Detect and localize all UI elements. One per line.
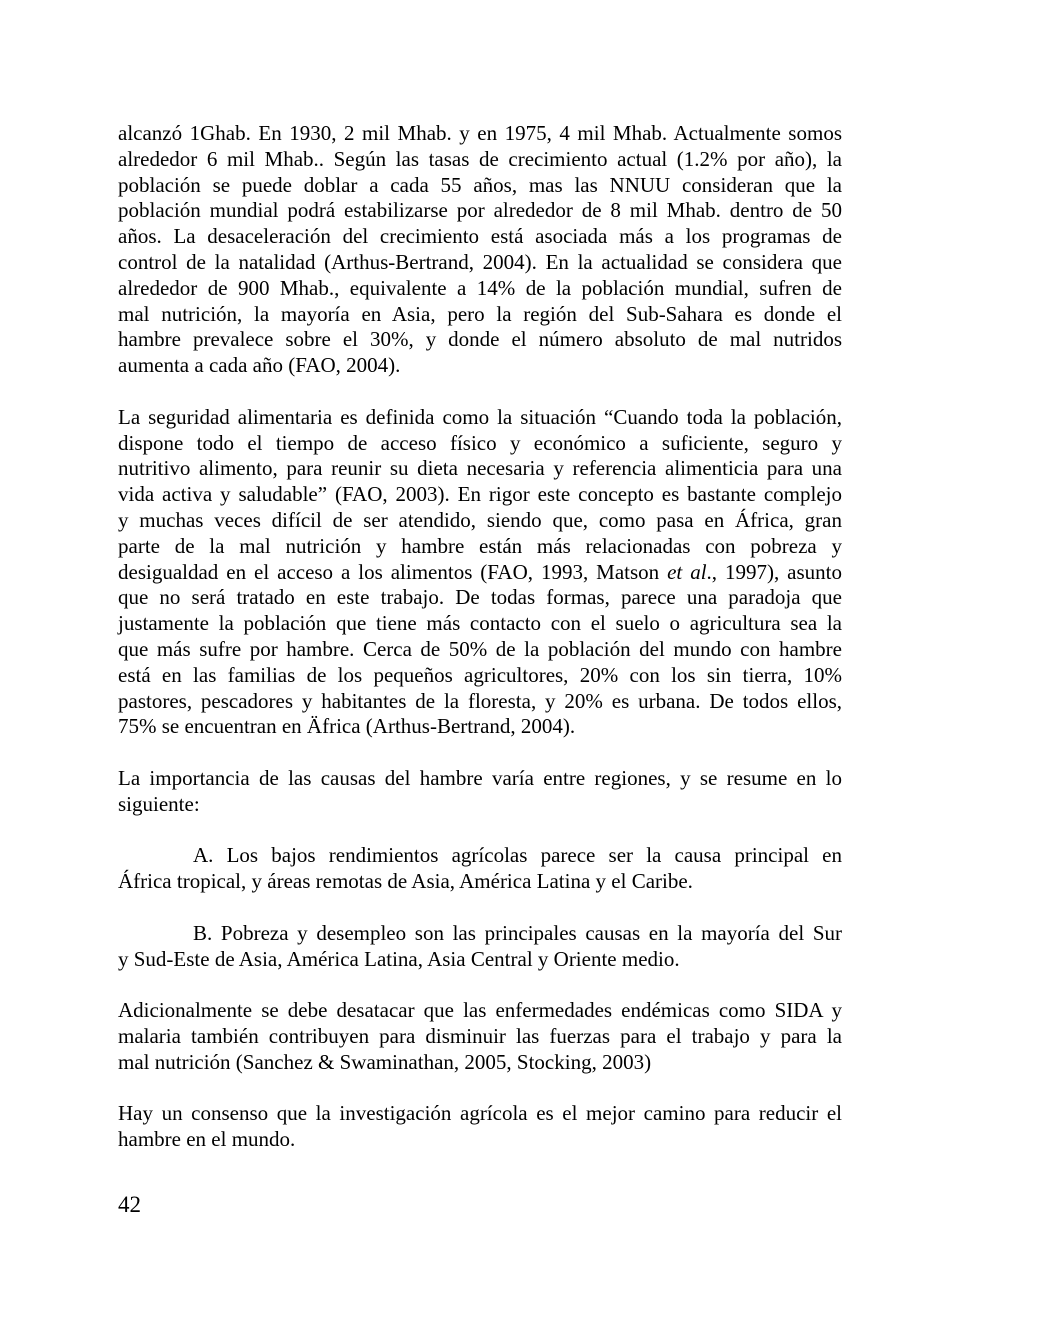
- text-line: siguiente:: [118, 791, 200, 816]
- text-line: que no será tratado en este trabajo. De todas formas, parece una paradoja que: [118, 585, 842, 610]
- text-line: B. Pobreza y desempleo son las principales causas en la mayoría del Sur: [193, 920, 842, 945]
- text-line: mal nutrición, la mayoría en Asia, pero la región del Sub-Sahara es donde el: [118, 301, 842, 326]
- paragraph: [118, 843, 842, 895]
- page-number: 42: [118, 1192, 141, 1217]
- text-line: hambre prevalece sobre el 30%, y donde el número absoluto de mal nutridos: [118, 327, 842, 352]
- text-line: parte de la mal nutrición y hambre están más relacionadas con pobreza y: [118, 533, 842, 558]
- text-line: alrededor 6 mil Mhab.. Según las tasas de crecimiento actual (1.2% por año), la: [118, 146, 842, 171]
- text-line: está en las familias de los pequeños agricultores, 20% con los sin tierra, 10%: [118, 662, 842, 687]
- text-line: población mundial podrá estabilizarse por alrededor de 8 mil Mhab. dentro de 50: [118, 198, 842, 223]
- text-line: desigualdad en el acceso a los alimentos (FAO, 1993, Matson et al., 1997), asunto: [118, 559, 842, 584]
- text-line: justamente la población que tiene más contacto con el suelo o agricultura sea la: [118, 611, 842, 636]
- text-line: 75% se encuentran en Äfrica (Arthus-Bertrand, 2004).: [118, 714, 576, 739]
- text-line: años. La desaceleración del crecimiento está asociada más a los programas de: [118, 224, 842, 249]
- text-line: vida activa y saludable” (FAO, 2003). En rigor este concepto es bastante complejo: [118, 482, 842, 507]
- text-line: La importancia de las causas del hambre varía entre regiones, y se resume en lo: [118, 765, 842, 790]
- text-line: hambre en el mundo.: [118, 1127, 296, 1152]
- text-line: Adicionalmente se debe desatacar que las enfermedades endémicas como SIDA y: [118, 998, 842, 1023]
- text-line: control de la natalidad (Arthus-Bertrand, 2004). En la actualidad se considera que: [118, 249, 842, 274]
- paragraph: [118, 998, 842, 1075]
- text-line: nutritivo alimento, para reunir su dieta necesaria y referencia alimenticia para una: [118, 456, 842, 481]
- text-line: alrededor de 900 Mhab., equivalente a 14% de la población mundial, sufren de: [118, 275, 842, 300]
- text-block: [118, 121, 842, 1179]
- text-line: La seguridad alimentaria es definida como la situación “Cuando toda la población,: [118, 404, 842, 429]
- text-line: A. Los bajos rendimientos agrícolas parece ser la causa principal en: [193, 843, 842, 868]
- paragraph: [118, 405, 842, 740]
- paragraph: [118, 921, 842, 973]
- text-line: dispone todo el tiempo de acceso físico y económico a suficiente, seguro y: [118, 430, 842, 455]
- text-line: África tropical, y áreas remotas de Asia, América Latina y el Caribe.: [118, 869, 693, 894]
- paragraph: [118, 766, 842, 818]
- text-line: población se puede doblar a cada 55 años, mas las NNUU consideran que la: [118, 172, 842, 197]
- text-line: que más sufre por hambre. Cerca de 50% de la población del mundo con hambre: [118, 636, 842, 661]
- text-line: Hay un consenso que la investigación agrícola es el mejor camino para reducir el: [118, 1101, 842, 1126]
- paragraph: [118, 1101, 842, 1153]
- text-line: alcanzó 1Ghab. En 1930, 2 mil Mhab. y en 1975, 4 mil Mhab. Actualmente somos: [118, 121, 842, 145]
- text-line: malaria también contribuyen para disminuir las fuerzas para el trabajo y para la: [118, 1023, 842, 1048]
- paragraph: [118, 121, 842, 379]
- text-line: y muchas veces difícil de ser atendido, siendo que, como pasa en África, gran: [118, 507, 842, 532]
- text-line: mal nutrición (Sanchez & Swaminathan, 2005, Stocking, 2003): [118, 1049, 652, 1074]
- text-line: pastores, pescadores y habitantes de la floresta, y 20% es urbana. De todos ellos,: [118, 688, 842, 713]
- text-line: aumenta a cada año (FAO, 2004).: [118, 353, 401, 378]
- text-line: y Sud-Este de Asia, América Latina, Asia Central y Oriente medio.: [118, 946, 680, 971]
